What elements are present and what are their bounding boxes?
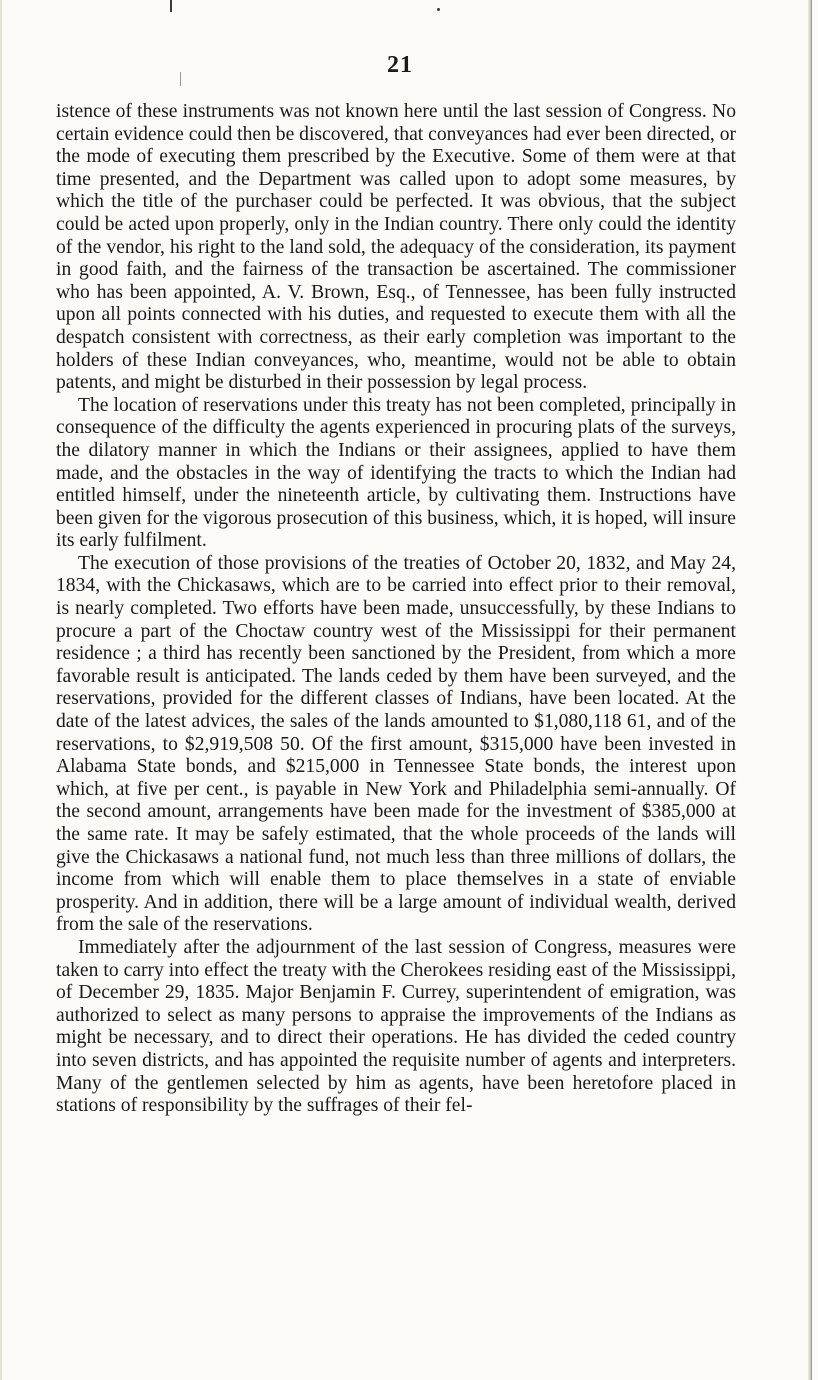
scan-mark-margin — [180, 72, 181, 86]
body-text — [56, 101, 736, 1118]
page-number: 21 — [387, 52, 413, 78]
paragraph: The location of reservations under this treaty has not been completed, principally in consequence of the difficulty the agents experienced in procuring plats of the surveys, the dilatory manner in which the Indians or their assignees, applied to have them made, and the obstacles in the way of identifying the tracts to which the Indian had entitled himself, under the nineteenth article, by cultivating them. Instructions have been given for the vigorous prosecution of this business, which, it is hoped, will insure its early fulfilment. — [56, 394, 736, 552]
paragraph: istence of these instruments was not known here until the last session of Congress. No certain evidence could then be discovered, that conveyances had ever been directed, or the mode of executing them prescribed by the Executive. Some of them were at that time presented, and the Department was called upon to adopt some measures, by which the title of the purchaser could be perfected. It was obvious, that the subject could be acted upon properly, only in the Indian country. There only could the identity of the vendor, his right to the land sold, the adequacy of the consideration, its payment in good faith, and the fairness of the transaction be ascertained. The commissioner who has been appointed, A. V. Brown, Esq., of Tennessee, has been fully instructed upon all points connected with his duties, and requested to execute them with all the despatch consistent with correctness, as their early completion was important to the holders of these Indian conveyances, who, meantime, would not be able to obtain patents, and might be disturbed in their possession by legal process. — [56, 101, 737, 394]
paragraph: The execution of those provisions of the treaties of October 20, 1832, and May 24, 1834, with the Chickasaws, which are to be carried into effect prior to their removal, is nearly completed. Two efforts have been made, unsuccessfully, by these Indians to procure a part of the Choctaw country west of the Mississippi for their permanent residence ; a third has recently been sanctioned by the President, from which a more favorable result is anticipated. The lands ceded by them have been surveyed, and the reservations, provided for the different classes of Indians, have been located. At the date of the latest advices, the sales of the lands amounted to $1,080,118 61, and of the reservations, to $2,919,508 50. Of the first amount, $315,000 have been invested in Alabama State bonds, and $215,000 in Tennessee State bonds, the interest upon which, at five per cent., is payable in New York and Philadelphia semi-annually. Of the second amount, arrangements have been made for the investment of $385,000 at the same rate. It may be safely estimated, that the whole proceeds of the lands will give the Chickasaws a national fund, not much less than three millions of dollars, the income from which will enable them to place themselves in a state of enviable prosperity. And in addition, there will be a large amount of individual wealth, derived from the sale of the reservations. — [56, 552, 736, 936]
scan-mark-top-left — [170, 0, 172, 12]
scan-mark-top-center — [437, 8, 440, 11]
paragraph: Immediately after the adjournment of the last session of Congress, measures were taken to carry into effect the treaty with the Cherokees residing east of the Mississippi, of December 29, 1835. Major Benjamin F. Currey, superintendent of emigration, was authorized to select as many persons to appraise the improvements of the Indians as might be necessary, and to direct their operations. He has divided the ceded country into seven districts, and has appointed the requisite number of agents and interpreters. Many of the gentlemen selected by him as agents, have been heretofore placed in stations of responsibility by the suffrages of their fel- — [56, 936, 736, 1117]
page-right-edge — [808, 0, 812, 1380]
page-left-edge — [0, 0, 2, 1380]
